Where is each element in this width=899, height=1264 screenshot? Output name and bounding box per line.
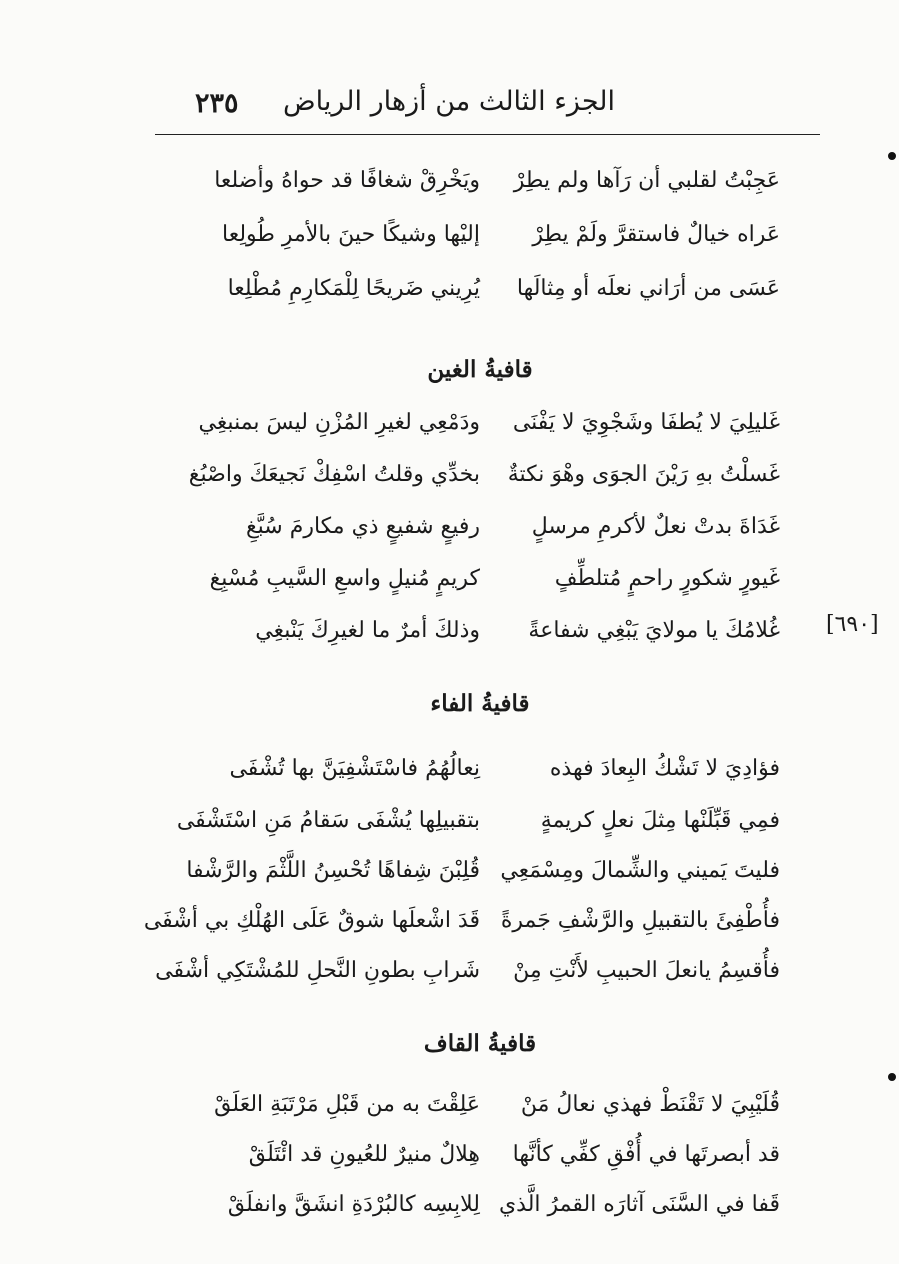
second-hemistich: ويَخْرِقْ شغافًا قد حواهُ وأضلعا [214, 168, 480, 193]
first-hemistich: قُلَيْبِيَ لا تَقْنَطْ فهذي نعالُ مَنْ [520, 1092, 780, 1117]
second-hemistich: قَدَ اشْعلَها شوقٌ عَلَى الهُلْكِ بي أشْفَى [143, 908, 480, 933]
second-hemistich: لِلابِسِه كالبُرْدَةِ انشَقَّ وانفلَقْ [227, 1192, 480, 1217]
page-header [155, 82, 820, 135]
verse-line [190, 756, 780, 796]
first-hemistich: عَراه خيالٌ فاستقرَّ ولَمْ يطِرْ [532, 222, 780, 247]
margin-dot-icon [888, 1073, 896, 1081]
verse-line [190, 1192, 780, 1232]
verse-line [190, 222, 780, 262]
verse-line [190, 1092, 780, 1132]
first-hemistich: قد أبصرتَها في أُفْقِ كفِّي كأنَّها [512, 1142, 780, 1167]
first-hemistich: غَسلْتُ بهِ رَيْنَ الجوَى وهْوَ نكتةٌ [507, 462, 780, 487]
verse-line [190, 410, 780, 450]
second-hemistich: بخدِّي وقلتُ اسْفِكْ نَجيعَكَ واصْبُغ [188, 462, 480, 487]
second-hemistich: هِلالٌ منيرٌ للعُيونِ قد ائْتَلَقْ [248, 1142, 480, 1167]
first-hemistich: عَجِبْتُ لقلبي أن رَآها ولم يطِرْ [513, 168, 780, 193]
second-hemistich: عَلِقْتَ به من قَبْلِ مَرْتَبَةِ العَلَقْ [214, 1092, 480, 1117]
section-heading: قافيةُ الفاء [430, 690, 530, 717]
first-hemistich: فأُطْفِئَ بالتقبيلِ والرَّشْفِ جَمرةً [500, 908, 780, 933]
second-hemistich: يُرِيني ضَريحًا لِلْمَكارِمِ مُطْلِعا [227, 276, 480, 301]
second-hemistich: وذلكَ أمرٌ ما لغيرِكَ يَنْبغِي [255, 618, 480, 643]
section-heading: قافيةُ الغين [427, 356, 533, 383]
first-hemistich: عَسَى من أرَاني نعلَه أو مِثالَها [516, 276, 780, 301]
first-hemistich: فأُقسِمُ يانعلَ الحبيبِ لأَنْتِ مِنْ [513, 958, 780, 983]
first-hemistich: فؤادِيَ لا تَشْكُ البِعادَ فهذه [549, 756, 780, 781]
second-hemistich: نِعالُهُمُ فاسْتَشْفِيَنَّ بها تُشْفَى [229, 756, 480, 781]
first-hemistich: فمِي قَبِّلَنْها مِثلَ نعلٍ كريمةٍ [540, 808, 780, 833]
section-heading: قافيةُ القاف [423, 1030, 537, 1057]
second-hemistich: بتقبيلِها يُشْفَى سَقامُ مَنِ اسْتَشْفَى [176, 808, 480, 833]
verse-line [176, 808, 780, 848]
first-hemistich: فليتَ يَميني والشِّمالَ ومِسْمَعِي [500, 858, 780, 883]
second-hemistich: إليْها وشيكًا حينَ بالأمرِ طُولِعا [222, 222, 480, 247]
verse-line [190, 462, 780, 502]
margin-dot-icon [888, 152, 896, 160]
running-title: الجزء الثالث من أزهار الرياض [283, 86, 615, 117]
verse-line [143, 908, 780, 948]
second-hemistich: ودَمْعِي لغيرِ المُزْنِ ليسَ بمنبغِي [198, 410, 480, 435]
verse-line [155, 958, 780, 998]
verse-line [190, 168, 780, 208]
verse-line [190, 618, 780, 658]
second-hemistich: كريمٍ مُنيلٍ واسعِ السَّيبِ مُسْبِغ [209, 566, 480, 591]
second-hemistich: رفيعٍ شفيعٍ ذي مكارمَ سُبَّغِ [245, 514, 480, 539]
verse-line [190, 566, 780, 606]
verse-line [190, 514, 780, 554]
first-hemistich: غُلامُكَ يا مولايَ يَبْغِي شفاعةً [528, 618, 780, 643]
first-hemistich: غَدَاةَ بدتْ نعلٌ لأكرمِ مرسلٍ [531, 514, 780, 539]
verse-line [190, 276, 780, 316]
first-hemistich: قَفا في السَّنَى آثارَه القمرُ الَّذي [498, 1192, 780, 1217]
margin-folio-note: [٦٩٠] [826, 612, 879, 637]
verse-line [186, 858, 780, 898]
second-hemistich: قُلِبْنَ شِفاهًا تُحْسِنُ اللَّثْمَ والرَّشْفا [186, 858, 480, 883]
first-hemistich: غَليلِيَ لا يُطفَا وشَجْوِيَ لا يَفْنَى [512, 410, 780, 435]
page-number: ٢٣٥ [195, 88, 239, 119]
verse-line [190, 1142, 780, 1182]
first-hemistich: غَيورٍ شكورٍ راحمٍ مُتلطِّفٍ [554, 566, 780, 591]
second-hemistich: شَرابِ بطونِ النَّحلِ للمُشْتَكِي أشْفَى [155, 958, 480, 983]
